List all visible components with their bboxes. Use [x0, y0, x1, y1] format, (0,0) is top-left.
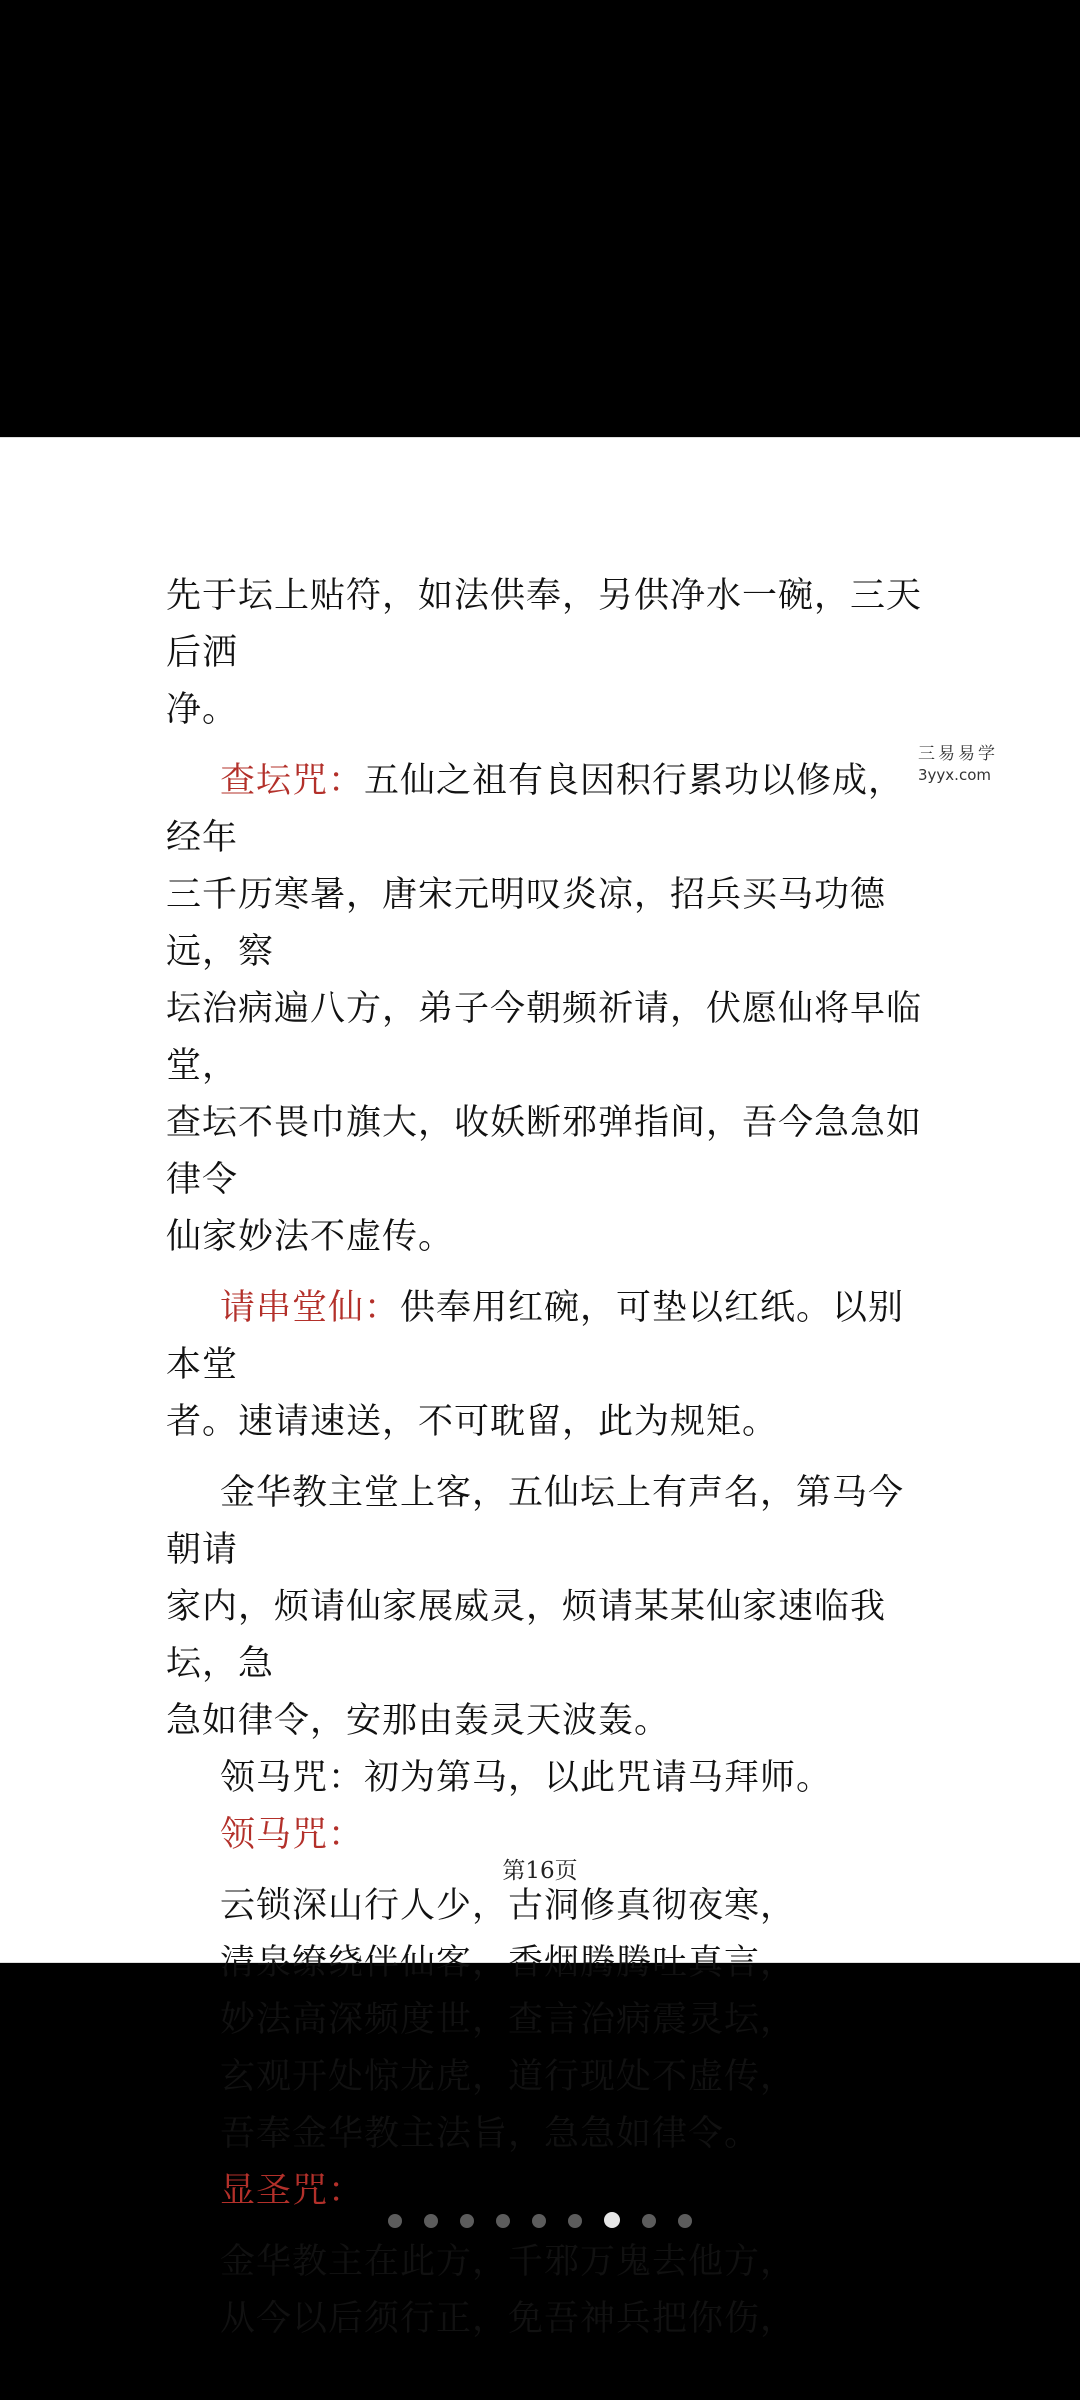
watermark-line-1: 三易易学	[918, 744, 998, 764]
chatan-line-1: 五仙之祖有良因积行累功以修成，经年	[166, 761, 905, 858]
lingma-line-2: 清泉缭绕伴仙客，香烟腾腾吐真言，	[220, 1943, 797, 1983]
page-dot[interactable]	[678, 2214, 692, 2228]
lingma-line-3: 妙法高深频度世，查言治病震灵坛，	[220, 2000, 797, 2040]
jinhua-line-2: 家内，烦请仙家展威灵，烦请某某仙家速临我坛，急	[166, 1587, 887, 1684]
watermark	[918, 743, 1028, 785]
chatan-line-2: 三千历寒暑，唐宋元明叹炎凉，招兵买马功德远，察	[166, 875, 887, 972]
lingma-note: 领马咒：初为第马，以此咒请马拜师。	[220, 1758, 833, 1798]
page-dot[interactable]	[532, 2214, 546, 2228]
page-number: 第16页	[502, 1858, 578, 1884]
qingchuan-line-1: 供奉用红碗，可垫以红纸。以别本堂	[166, 1288, 905, 1385]
page-dot-active[interactable]	[604, 2212, 620, 2228]
chatan-line-4: 查坛不畏巾旗大，收妖断邪弹指间，吾今急急如律令	[166, 1103, 923, 1200]
page-dot[interactable]	[568, 2214, 582, 2228]
chatan-line-3: 坛治病遍八方，弟子今朝频祈请，伏愿仙将早临堂，	[166, 989, 923, 1086]
page-dot[interactable]	[460, 2214, 474, 2228]
qingchuan-heading: 请串堂仙：	[220, 1288, 401, 1328]
intro-line-1: 先于坛上贴符，如法供奉，另供净水一碗，三天后洒	[166, 576, 923, 673]
lingma-heading: 领马咒：	[220, 1815, 365, 1855]
page-indicator	[0, 2212, 1080, 2232]
chatan-line-5: 仙家妙法不虚传。	[166, 1217, 455, 1257]
lingma-line-4: 玄观开处惊龙虎，道行现处不虚传，	[220, 2057, 797, 2097]
qingchuan-line-2: 者。速请速送，不可耽留，此为规矩。	[166, 1402, 779, 1442]
document-page	[0, 437, 1080, 2339]
qingchuan-paragraph	[166, 1280, 926, 1394]
jinhua-line-3: 急如律令，安那由轰灵天波轰。	[166, 1701, 671, 1741]
intro-line-2: 净。	[166, 690, 239, 730]
watermark-line-2: 3yyx.com	[918, 766, 991, 784]
page-text	[166, 568, 926, 2348]
xiansheng-line-1: 金华教主在此方，千邪万鬼去他方，	[220, 2242, 797, 2282]
lingma-line-1: 云锁深山行人少，古洞修真彻夜寒，	[220, 1886, 797, 1926]
page-dot[interactable]	[642, 2214, 656, 2228]
page-dot[interactable]	[388, 2214, 402, 2228]
page-dot[interactable]	[424, 2214, 438, 2228]
xiansheng-heading: 显圣咒：	[220, 2171, 365, 2211]
xiansheng-line-2: 从今以后须行正，免吾神兵把你伤，	[220, 2299, 797, 2339]
chatan-heading: 查坛咒：	[220, 761, 365, 801]
page-dot[interactable]	[496, 2214, 510, 2228]
jinhua-line-1: 金华教主堂上客，五仙坛上有声名，第马今朝请	[166, 1473, 905, 1570]
lingma-line-5: 吾奉金华教主法旨，急急如律令。	[220, 2114, 761, 2154]
chatan-paragraph	[166, 753, 926, 867]
